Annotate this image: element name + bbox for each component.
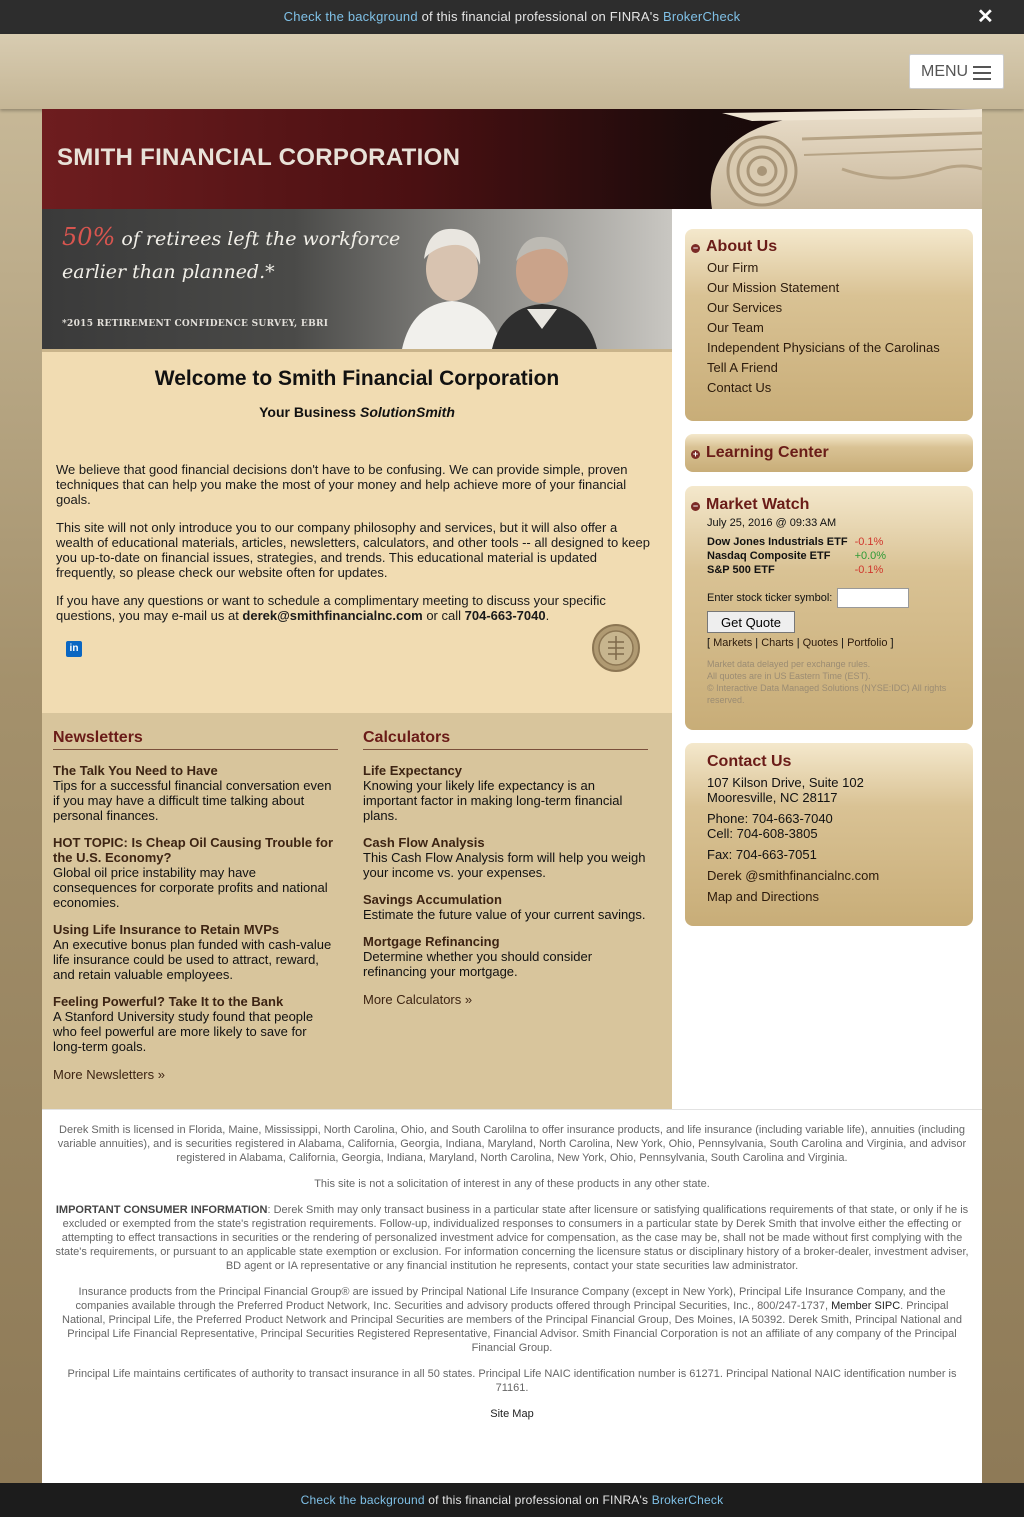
retired-couple-image <box>372 209 672 349</box>
consumer-info-text: : Derek Smith may only transact business in a particular state after licensure or satisfying qualifications requirements of that state, or only if he is excluded or exempted from the state's registration requirements. Follow-up, individualized responses to consumers in a particular state by Derek Smith that involve either the effecting or attempting to effect transactions in securities or the rendering of personalized investment advice for compensation, as the case may be, shall not be made without first complying with the state's requirements, or pursuant to an applicable state exemption or exclusion. For information concerning the licensure status or disciplinary history of a broker-dealer, investment adviser, BD agent or IA representative or any financial institution he represents, contact your state securities law administrator. <box>55 1204 969 1272</box>
newsletter-item <box>53 763 338 823</box>
about-item-tell-friend[interactable]: Tell A Friend <box>707 360 778 375</box>
newsletter-item <box>53 835 338 910</box>
calculator-title[interactable]: Life Expectancy <box>363 763 462 778</box>
collapse-icon[interactable]: − <box>692 243 699 253</box>
portfolio-link[interactable]: Portfolio <box>847 637 888 649</box>
newsletter-item <box>53 922 338 982</box>
calculator-item <box>363 934 648 979</box>
calculator-desc: Knowing your likely life expectancy is an important factor in making long-term financial plans. <box>363 778 623 823</box>
consumer-info-label: IMPORTANT CONSUMER INFORMATION <box>55 1204 268 1216</box>
index-change: +0.0% <box>854 550 887 562</box>
subtitle-plain: Your Business <box>259 404 360 420</box>
hero-source: *2015 RETIREMENT CONFIDENCE SURVEY, EBRI <box>62 319 329 329</box>
newsletter-desc: A Stanford University study found that people who feel powerful are more likely to save for long-term goals. <box>53 1009 314 1054</box>
newsletter-title[interactable]: Feeling Powerful? Take It to the Bank <box>53 994 284 1009</box>
consumer-info <box>54 1203 970 1273</box>
hero-headline-1 <box>62 223 400 251</box>
charts-link[interactable]: Charts <box>761 637 794 649</box>
welcome-section <box>42 349 672 713</box>
disclaimer-line: Market data delayed per exchange rules. <box>707 659 871 669</box>
index-change: -0.1% <box>854 536 884 548</box>
p3-end: . <box>545 608 550 623</box>
about-item-mission[interactable]: Our Mission Statement <box>707 280 840 295</box>
seal-icon <box>592 624 640 672</box>
address-line-1: 107 Kilson Drive, Suite 102 <box>707 775 864 790</box>
learning-center-box[interactable] <box>685 434 973 472</box>
p3-mid: or call <box>422 608 465 623</box>
calculators-heading: Calculators <box>363 729 648 750</box>
contact-fax: Fax: 704-663-7051 <box>707 847 817 862</box>
page-container <box>42 109 982 1483</box>
about-item-services[interactable]: Our Services <box>707 300 783 315</box>
ticker-row <box>685 588 973 608</box>
hero-line-1: of retirees left the workforce <box>115 228 401 250</box>
calculators-column <box>363 729 648 1007</box>
about-us-box <box>685 229 973 421</box>
calculator-item <box>363 763 648 823</box>
p3-start: If you have any questions or want to schedule a complimentary meeting to discuss your specific questions, you may e-mail us at <box>56 593 606 623</box>
index-change: -0.1% <box>854 564 884 576</box>
newsletter-title[interactable]: HOT TOPIC: Is Cheap Oil Causing Trouble for the U.S. Economy? <box>53 835 334 865</box>
finra-banner-text: of this financial professional on FINRA's <box>417 9 663 24</box>
solicitation-text: This site is not a solicitation of interest in any of these products in any other state. <box>314 1178 710 1190</box>
linkedin-icon[interactable]: in <box>66 641 82 657</box>
about-us-heading[interactable] <box>685 238 973 256</box>
market-table <box>706 535 887 577</box>
disclaimer-line: © Interactive Data Managed Solutions (NYSE:IDC) All rights reserved. <box>707 683 947 705</box>
newsletter-item <box>53 994 338 1054</box>
newsletter-title[interactable]: Using Life Insurance to Retain MVPs <box>53 922 280 937</box>
learning-center-heading[interactable] <box>685 444 973 462</box>
firm-name: SMITH FINANCIAL CORPORATION <box>57 144 461 171</box>
disclaimer-line: All quotes are in US Eastern Time (EST). <box>707 671 871 681</box>
contact-box <box>685 743 973 926</box>
phone-number: 704-663-7040 <box>464 608 546 623</box>
site-header <box>42 109 982 209</box>
calculator-title[interactable]: Savings Accumulation <box>363 892 502 907</box>
learning-center-label: Learning Center <box>706 444 829 461</box>
quotes-link[interactable]: Quotes <box>802 637 839 649</box>
market-disclaimer <box>685 658 973 706</box>
site-footer <box>42 1109 982 1483</box>
table-row <box>706 563 887 577</box>
calculator-item <box>363 835 648 880</box>
newsletter-desc: An executive bonus plan funded with cash-value life insurance could be used to attract, reward, and retain valuable employees. <box>53 937 332 982</box>
menu-button[interactable] <box>909 54 1004 89</box>
disclosure-end: . Principal National, Principal Life, the Preferred Product Network and Principal Securities are members of the Principal Financial Group, Des Moines, IA 50392. Derek Smith, Principal National and Principal Life Financial Representative, Principal Securities Registered Representative, Financial Advisor. Smith Financial Corporation is not an affiliate of any company of the Principal Financial Group. <box>62 1300 962 1354</box>
email-link[interactable]: derek@smithfinancialnc.com <box>242 608 423 623</box>
about-us-list <box>685 258 973 398</box>
table-row <box>706 549 887 563</box>
ticker-input[interactable] <box>837 588 909 608</box>
close-icon[interactable]: ✕ <box>977 6 994 28</box>
index-name: S&P 500 ETF <box>707 564 775 576</box>
market-watch-heading[interactable] <box>685 496 973 514</box>
newsletter-desc: Tips for a successful financial conversation even if you may have a difficult time talking about personal finances. <box>53 778 332 823</box>
finra-banner-bottom <box>0 1483 1024 1517</box>
resources-section <box>42 713 672 1109</box>
ticker-label: Enter stock ticker symbol: <box>707 591 833 604</box>
about-us-label: About Us <box>706 238 778 255</box>
welcome-paragraph-3 <box>56 593 658 623</box>
contact-phone: Phone: 704-663-7040 <box>707 811 833 826</box>
menu-label: MENU <box>921 63 969 80</box>
expand-icon[interactable]: + <box>692 449 699 459</box>
table-row <box>706 535 887 549</box>
check-background-link[interactable]: Check the background <box>300 1493 425 1507</box>
subtitle-italic: SolutionSmith <box>360 404 455 420</box>
index-name: Nasdaq Composite ETF <box>707 550 831 562</box>
more-newsletters-link[interactable]: More Newsletters » <box>53 1067 165 1082</box>
calculator-desc: Determine whether you should consider refinancing your mortgage. <box>363 949 593 979</box>
newsletters-heading: Newsletters <box>53 729 338 750</box>
newsletter-desc: Global oil price instability may have consequences for corporate profits and national economies. <box>53 865 328 910</box>
navigation-bar <box>0 34 1024 109</box>
hero-banner <box>42 209 672 349</box>
contact-cell: Cell: 704-608-3805 <box>707 826 818 841</box>
insurance-disclosure <box>54 1285 970 1355</box>
naic-text: Principal Life maintains certificates of authority to transact insurance in all 50 states. Principal Life NAIC identification number is 61271. Principal National NAIC identification number is 71161. <box>67 1368 957 1394</box>
about-item-team[interactable]: Our Team <box>707 320 764 335</box>
more-calculators-link[interactable]: More Calculators » <box>363 992 473 1007</box>
check-background-link[interactable]: Check the background <box>283 9 418 24</box>
market-date: July 25, 2016 @ 09:33 AM <box>707 517 837 529</box>
brokercheck-link[interactable]: BrokerCheck <box>651 1493 724 1507</box>
hero-percent: 50% <box>62 223 116 251</box>
site-map-link[interactable]: Site Map <box>490 1408 534 1420</box>
welcome-paragraph-1: We believe that good financial decisions don't have to be confusing. We can provide simple, proven techniques that can help you make the most of your money and help achieve more of your financial goals. <box>56 462 628 507</box>
contact-email-link[interactable]: Derek @smithfinancialnc.com <box>707 868 880 883</box>
finra-banner-text: of this financial professional on FINRA's <box>424 1493 652 1507</box>
welcome-subtitle <box>42 404 672 420</box>
newsletters-column <box>53 729 338 1082</box>
newsletter-title[interactable]: The Talk You Need to Have <box>53 763 218 778</box>
get-quote-button[interactable]: Get Quote <box>707 611 795 633</box>
address-line-2: Mooresville, NC 28117 <box>707 790 838 805</box>
markets-link[interactable]: Markets <box>713 637 753 649</box>
about-item-physicians[interactable]: Independent Physicians of the Carolinas <box>707 340 940 355</box>
calculator-title[interactable]: Cash Flow Analysis <box>363 835 485 850</box>
member-sipc-link[interactable]: Member SIPC <box>831 1300 901 1312</box>
licensing-text: Derek Smith is licensed in Florida, Maine, Mississippi, North Carolina, Ohio, and South Carolilna to offer insurance products, and life insurance (including variable life), annuities (including variable annuities), and is securities registered in Alabama, California, Georgia, Indiana, Maryland, North Carolina, New York, Ohio, Pennsylvania, South Carolina and Virginia, and advisor registered in Alabama, California, Georgia, Indiana, Maryland, North Carolina, New York, Ohio, Pennsylvania, South Carolina and Virginia. <box>57 1124 967 1164</box>
disclosure-start: Insurance products from the Principal Financial Group® are issued by Principal National Life Insurance Company (except in New York), Principal Life Insurance Company, and the companies available through the Preferred Product Network, Inc. Securities and advisory products offered through Principal Securities, Inc., 800/247-1737, <box>75 1286 946 1312</box>
brokercheck-link[interactable]: BrokerCheck <box>662 9 741 24</box>
ionic-column-image <box>692 109 982 209</box>
contact-details <box>685 775 973 904</box>
calculator-desc: Estimate the future value of your current savings. <box>363 907 646 922</box>
calculator-item <box>363 892 648 922</box>
hamburger-icon <box>973 66 991 84</box>
market-watch-box <box>685 486 973 730</box>
about-item-our-firm[interactable]: Our Firm <box>707 260 759 275</box>
market-watch-label: Market Watch <box>706 496 810 513</box>
calculator-desc: This Cash Flow Analysis form will help you weigh your income vs. your expenses. <box>363 850 646 880</box>
collapse-icon[interactable]: − <box>692 501 699 511</box>
welcome-paragraph-2: This site will not only introduce you to our company philosophy and services, but it will also offer a wealth of educational materials, articles, newsletters, calculators, and other tools -- all designed to keep you up-to-date on financial issues, strategies, and trends. This educational material is updated frequently, so please check our website often for updates. <box>56 520 650 580</box>
contact-heading: Contact Us <box>707 753 792 770</box>
hero-line-2: earlier than planned.* <box>62 261 275 283</box>
market-links: [ Markets | Charts | Quotes | Portfolio ] <box>707 637 894 649</box>
about-item-contact[interactable]: Contact Us <box>707 380 772 395</box>
index-name: Dow Jones Industrials ETF <box>707 536 848 548</box>
map-directions-link[interactable]: Map and Directions <box>707 889 819 904</box>
finra-banner-top <box>0 0 1024 34</box>
calculator-title[interactable]: Mortgage Refinancing <box>363 934 500 949</box>
welcome-title: Welcome to Smith Financial Corporation <box>154 367 560 390</box>
